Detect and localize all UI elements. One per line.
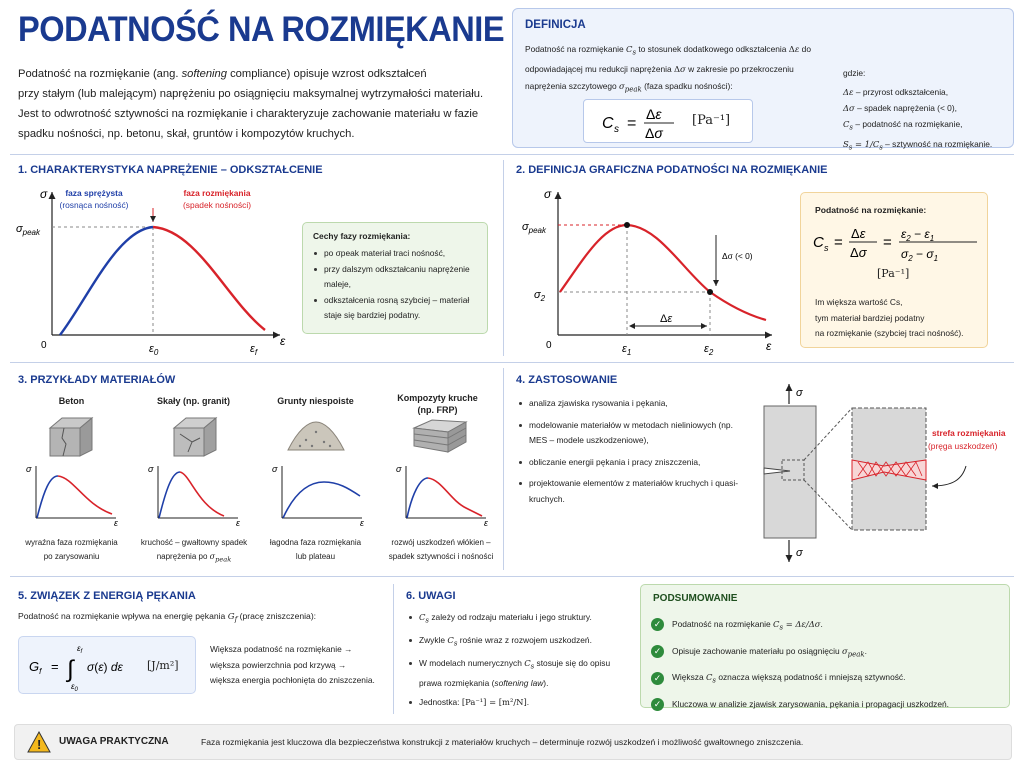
rock-curve: [144, 460, 244, 528]
page-title: PODATNOŚĆ NA ROZMIĘKANIE: [18, 10, 505, 49]
definition-text: Podatność na rozmiękanie $C_s$ to stosunek dodatkowego odkształcenia Δε do odpowiadającej mu redukcji naprężenia Δσ w zakresie po przekroczeniu naprężenia szczytowego $\sigma_{peak}$ (faza spadku nośności):: [525, 44, 811, 94]
sigma-peak-label: $\sigma_{peak}$: [16, 223, 40, 237]
svg-text:ε: ε: [766, 339, 772, 353]
check-icon: ✓: [651, 645, 664, 658]
svg-text:σ: σ: [544, 187, 552, 201]
stress-strain-chart: [12, 180, 302, 358]
section-2-title: 2. DEFINICJA GRAFICZNA PODATNOŚCI NA ROZMIĘKANIE: [516, 164, 828, 176]
graphical-definition-chart: [508, 180, 798, 358]
concrete-cube-icon: [46, 414, 96, 458]
intro-paragraph: Podatność na rozmiękanie (ang. softening compliance) opisuje wzrost odkształceń przy stałym (lub malejącym) naprężeniu po osiągnięciu maksymalnej wytrzymałości materiału. Jest to odwrotność sztywności na rozmiękanie i charakteryzuje zachowanie materiału w fazie spadku nośności, np. betonu, skał, gruntów i kompozytów kruchych.: [18, 68, 484, 140]
warning-icon: [27, 731, 51, 753]
section-3-title: 3. PRZYKŁADY MATERIAŁÓW: [18, 374, 176, 386]
material-name: Kompozyty kruche (np. FRP): [397, 393, 478, 415]
softening-curve: [153, 227, 265, 330]
softening-zone-label: strefa rozmiękania: [932, 428, 1006, 438]
svg-text:σ(ε) dε: σ(ε) dε: [87, 660, 123, 674]
svg-text:C: C: [813, 234, 824, 251]
svg-text:Gf: $G_f$: [29, 659, 42, 676]
formula-unit: [Pa⁻¹]: [692, 113, 731, 128]
definition-legend: gdzie: Δε – przyrost odkształcenia, Δσ – spadek naprężenia (< 0), $C_s$ – podatność na rozmiękanie, $S_s = 1/C_s$ – sztywność na rozmiękanie.: [843, 68, 993, 152]
svg-text:σ2 − σ1: $\sigma_2 - \sigma_1$: [901, 247, 939, 263]
svg-text:εf: $\varepsilon_f$: [77, 644, 83, 655]
fracture-energy-formula: $G_f$ = ∫ $\varepsilon_f$ $\varepsilon_0$ σ(ε) dε [J/m²]: [18, 636, 196, 694]
concrete-curve: [22, 460, 122, 528]
check-icon: ✓: [651, 698, 664, 711]
material-name: Skały (np. granit): [156, 396, 230, 406]
svg-text:ε: ε: [236, 518, 240, 528]
fracture-energy-notes: Większa podatność na rozmiękanie → większa powierzchnia pod krzywą → większa energia pochłonięta do zniszczenia.: [210, 644, 375, 685]
svg-text:σ: σ: [26, 464, 32, 474]
summary-box: PODSUMOWANIE ✓ Podatność na rozmiękanie $C_s = \Delta\varepsilon/\Delta\sigma$. ✓ Opisuje zachowanie materiału po osiągnięciu $\sigma_{peak}$. ✓ Większa $C_s$ oznacza większą podatność i mniejszą sztywność. ✓ Kluczowa w analizie zjawisk zarysowania, pękania i propagacji uszkodzeń.: [640, 584, 1010, 708]
definition-formula: [583, 99, 753, 143]
divider: [10, 154, 1014, 155]
divider: [393, 584, 394, 714]
softening-curve: [560, 225, 766, 320]
svg-text:εf: $\varepsilon_f$: [250, 343, 258, 357]
svg-text:0: 0: [546, 340, 552, 351]
applications-list: analiza zjawiska rysowania i pękania, modelowanie materiałów w metodach nieliniowych (np. MES – modele uszkodzeniowe), obliczanie energii pękania i pracy zniszczenia, projektowanie elementów z materiałów kruchych i quasi-kruchych.: [518, 396, 748, 507]
svg-text:ε: ε: [114, 518, 118, 528]
divider: [10, 362, 1014, 363]
soil-curve: [268, 460, 368, 528]
rock-cube-icon: [170, 414, 220, 458]
softening-zone-diagram: [756, 376, 1018, 572]
section-1-title: 1. CHARAKTERYSTYKA NAPRĘŻENIE – ODKSZTAŁCENIE: [18, 164, 323, 176]
svg-text:σpeak: $\sigma_{peak}$: [522, 221, 546, 235]
svg-text:σ: σ: [40, 187, 48, 201]
svg-text:0: 0: [41, 340, 47, 351]
divider: [503, 368, 504, 570]
compliance-note: Podatność na rozmiękanie: C s = Δε Δσ = $\varepsilon_2 - \varepsilon_1$ $\sigma_2 - \sigma_1$ [Pa⁻¹] Im większa wartość Cs, tym materiał bardziej podatny na rozmiękanie (szybciej traci nośność).: [800, 192, 988, 348]
section-5-title: 5. ZWIĄZEK Z ENERGIĄ PĘKANIA: [18, 590, 196, 602]
svg-text:σ: σ: [148, 464, 154, 474]
svg-text:(pręga uszkodzeń): (pręga uszkodzeń): [928, 441, 998, 451]
composite-laminate-icon: [410, 416, 470, 458]
check-icon: ✓: [651, 618, 664, 631]
composite-curve: [392, 460, 492, 528]
svg-text:=: =: [883, 234, 892, 251]
svg-text:ε2 − ε1: $\varepsilon_2 - \varepsilon_1$: [901, 227, 935, 243]
materials-grid: Beton σ ε wyraźna faza rozmiękania po zarysowaniu Skały (np. granit) σ ε kruchość – gwałtowny spadek naprężenia po $\sigma_{peak}$ Grunty niespoiste σ ε łagodna faza rozmiękania lub plateau Kompozyty kruche (np. FRP) σ ε rozwój uszkodzeń włókien – spadek sztywności i nośności: [14, 394, 494, 574]
svg-text:s: s: [824, 243, 829, 253]
material-name: Grunty niespoiste: [277, 396, 354, 406]
svg-text:=: =: [834, 234, 843, 251]
section-6-title: 6. UWAGI: [406, 590, 456, 602]
material-name: Beton: [58, 396, 85, 406]
divider: [503, 160, 504, 356]
svg-text:(rosnąca nośność): (rosnąca nośność): [59, 200, 129, 210]
svg-text:Δε: Δε: [851, 226, 866, 241]
section-5-text: Podatność na rozmiękanie wpływa na energię pękania $G_f$ (pracę zniszczenia):: [18, 611, 317, 624]
svg-text:Δσ: Δσ: [645, 125, 663, 141]
svg-text:C: C: [602, 115, 614, 132]
softening-label: faza rozmiękania: [183, 188, 251, 198]
svg-text:ε: ε: [280, 334, 286, 348]
elastic-curve: [60, 227, 153, 335]
compliance-formula: [809, 219, 985, 265]
check-icon: ✓: [651, 672, 664, 685]
delta-sigma-label: Δσ (< 0): [722, 251, 753, 261]
svg-text:σ2: $\sigma_2$: [534, 289, 546, 303]
svg-text:ε1: $\varepsilon_1$: [622, 343, 632, 357]
svg-text:s: s: [614, 124, 619, 135]
softening-features-note: Cechy fazy rozmiękania: po σpeak materiał traci nośność, przy dalszym odkształcaniu naprężenie maleje, odkształcenia rosną szybciej – materiał staje się bardziej podatny.: [302, 222, 488, 334]
svg-text:Δε: Δε: [646, 106, 662, 122]
definition-heading: DEFINICJA: [525, 19, 586, 31]
svg-text:σ: σ: [796, 387, 803, 399]
svg-text:Δσ: Δσ: [850, 245, 867, 260]
remarks-list: $C_s$ zależy od rodzaju materiału i jego struktury. Zwykle $C_s$ rośnie wraz z rozwojem uszkodzeń. W modelach numerycznych $C_s$ stosuje się do opisu prawa rozmiękania (softening law). Jednostka: [Pa⁻¹] = [m²/N].: [408, 610, 630, 711]
svg-text:ε2: $\varepsilon_2$: [704, 343, 714, 357]
svg-text:Δε: Δε: [660, 313, 673, 325]
definition-box: [512, 8, 1014, 152]
svg-text:ε0: $\varepsilon_0$: [71, 682, 78, 693]
divider: [10, 576, 1014, 577]
svg-text:ε: ε: [484, 518, 488, 528]
elastic-label: faza sprężysta: [65, 188, 123, 198]
svg-text:=: =: [51, 659, 59, 674]
svg-text:ε: ε: [360, 518, 364, 528]
section-4-title: 4. ZASTOSOWANIE: [516, 374, 618, 386]
svg-text:=: =: [627, 115, 637, 132]
svg-text:σ: σ: [396, 464, 402, 474]
svg-text:ε0: $\varepsilon_0$: [149, 343, 159, 357]
practical-warning: ! UWAGA PRAKTYCZNA Faza rozmiękania jest kluczowa dla bezpieczeństwa konstrukcji z materiałów kruchych – determinuje rozwój uszkodzeń i możliwość gwałtownego zniszczenia.: [14, 724, 1012, 760]
svg-text:!: !: [37, 737, 42, 752]
svg-text:σ: σ: [272, 464, 278, 474]
svg-text:∫: ∫: [67, 656, 74, 683]
soil-pile-icon: [286, 416, 346, 456]
svg-text:(spadek nośności): (spadek nośności): [183, 200, 251, 210]
svg-text:σ: σ: [796, 547, 803, 559]
